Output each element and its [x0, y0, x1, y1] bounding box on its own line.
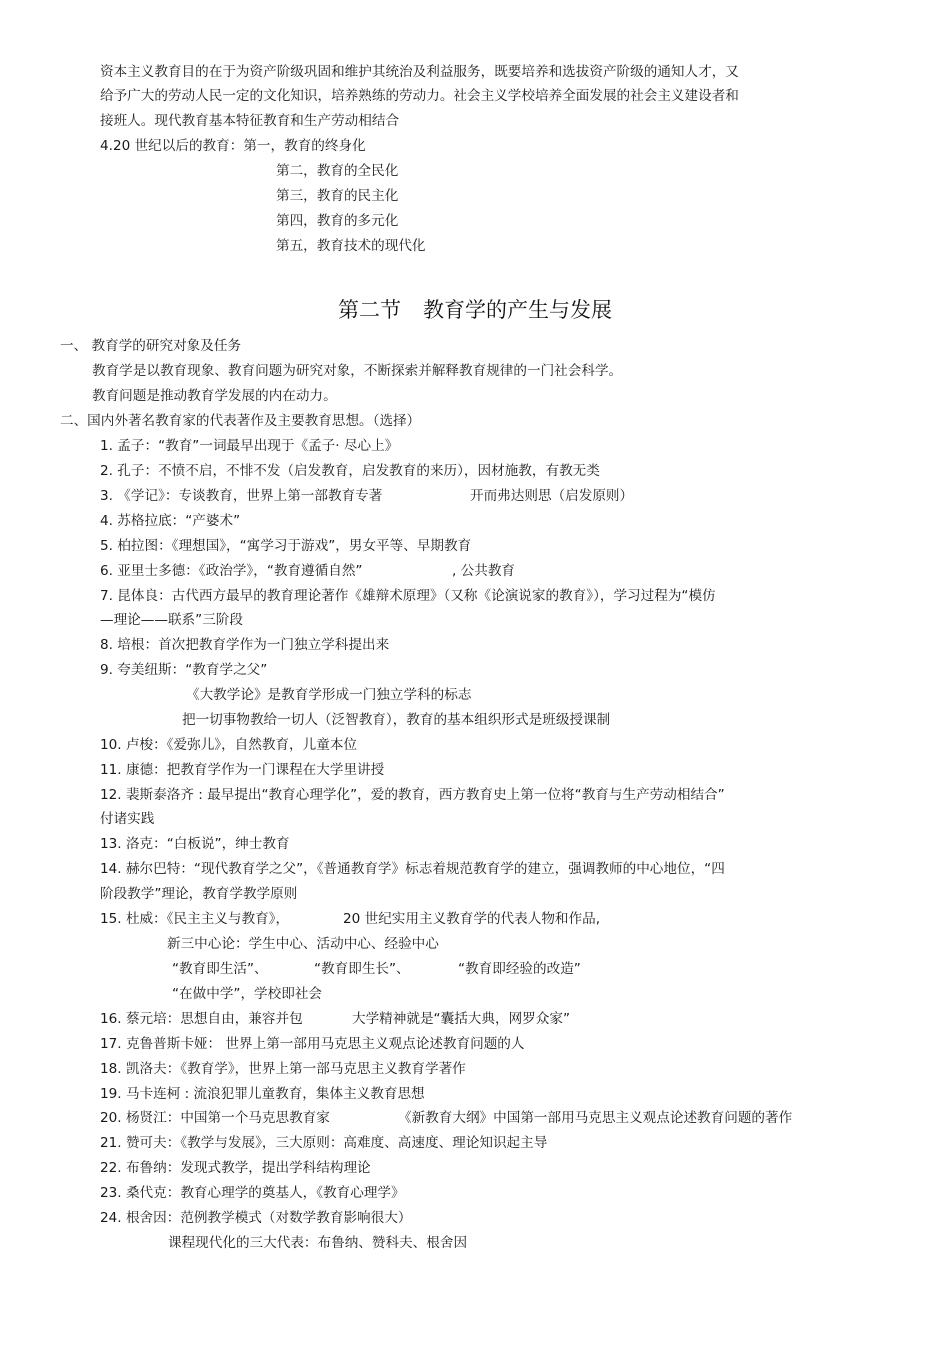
list-item-sub: “在做中学”，学校即社会	[172, 986, 323, 1002]
list-item-continuation: —理论——联系”三阶段	[100, 612, 243, 628]
list-item: 12. 裴斯泰洛齐 : 最早提出“教育心理学化”，爱的教育，西方教育史上第一位将“教育与生产劳动相结合”	[100, 787, 725, 803]
list-item-continuation: 付诸实践	[100, 811, 155, 827]
list-item: 17. 克鲁普斯卡娅： 世界上第一部用马克思主义观点论述教育问题的人	[100, 1036, 525, 1052]
list-item: 5. 柏拉图：《理想国》，“寓学习于游戏”，男女平等、早期教育	[100, 538, 472, 554]
list-item: 11. 康德：把教育学作为一门课程在大学里讲授	[100, 762, 385, 778]
list-item: 24. 根舍因：范例教学模式（对数学教育影响很大）	[100, 1210, 412, 1226]
list-item-note: , 公共教育	[452, 563, 516, 579]
part-heading: 一、 教育学的研究对象及任务	[60, 338, 242, 354]
trend-heading: 4.20 世纪以后的教育：第一，教育的终身化	[100, 138, 366, 154]
intro-paragraph-line: 资本主义教育目的在于为资产阶级巩固和维护其统治及利益服务，既要培养和选拔资产阶级的通知人才，又	[100, 64, 739, 80]
body-line: 教育学是以教育现象、教育问题为研究对象，不断探索并解释教育规律的一门社会科学。	[92, 363, 623, 379]
list-item-sub: 《大教学论》是教育学形成一门独立学科的标志	[186, 687, 472, 703]
part-heading: 二、国内外著名教育家的代表著作及主要教育思想。（选择）	[60, 413, 421, 429]
trend-item: 第二，教育的全民化	[276, 163, 399, 179]
list-item: 8. 培根：首次把教育学作为一门独立学科提出来	[100, 637, 390, 653]
trend-item: 第五，教育技术的现代化	[276, 238, 426, 254]
list-item: 18. 凯洛夫：《教育学》，世界上第一部马克思主义教育学著作	[100, 1061, 466, 1077]
list-item: 23. 桑代克：教育心理学的奠基人，《教育心理学》	[100, 1185, 405, 1201]
intro-paragraph-line: 给予广大的劳动人民一定的文化知识，培养熟练的劳动力。社会主义学校培养全面发展的社会主义建设者和	[100, 88, 739, 104]
list-item: 15. 杜威：《民主主义与教育》，	[100, 911, 290, 927]
list-item: 20. 杨贤江：中国第一个马克思教育家	[100, 1110, 330, 1126]
list-item-note: 《新教育大纲》中国第一部用马克思主义观点论述教育问题的著作	[398, 1110, 793, 1126]
trend-item: 第三，教育的民主化	[276, 188, 399, 204]
list-item: 14. 赫尔巴特：“现代教育学之父”，《普通教育学》标志着规范教育学的建立，强调教师的中心地位，“四	[100, 861, 725, 877]
list-item: 19. 马卡连柯 : 流浪犯罪儿童教育，集体主义教育思想	[100, 1086, 425, 1102]
list-item: 10. 卢梭：《爱弥儿》，自然教育，儿童本位	[100, 737, 358, 753]
body-line: 教育问题是推动教育学发展的内在动力。	[92, 388, 337, 404]
list-item-sub: 把一切事物教给一切人（泛智教育），教育的基本组织形式是班级授课制	[182, 712, 611, 728]
list-item-sub: “教育即经验的改造”	[458, 961, 581, 977]
list-item: 9. 夸美纽斯：“教育学之父”	[100, 662, 268, 678]
list-item: 3. 《学记》：专谈教育，世界上第一部教育专著	[100, 488, 383, 504]
list-item-note: 开而弗达则思（启发原则）	[470, 488, 634, 504]
section-title	[0, 296, 950, 324]
section-title-text: 教育学的产生与发展	[423, 298, 612, 322]
list-item: 22. 布鲁纳：发现式教学，提出学科结构理论	[100, 1160, 371, 1176]
list-item-sub: “教育即生长”、	[314, 961, 410, 977]
list-item-sub: “教育即生活”、	[172, 961, 268, 977]
list-item: 2. 孔子：不愤不启，不悱不发（启发教育，启发教育的来历），因材施教，有教无类	[100, 463, 600, 479]
list-item: 1. 孟子：“教育”一词最早出现于《孟子· 尽心上》	[100, 438, 399, 454]
list-item: 21. 赞可夫：《教学与发展》，三大原则：高难度、高速度、理论知识起主导	[100, 1135, 548, 1151]
list-item: 13. 洛克：“白板说”，绅士教育	[100, 836, 290, 852]
list-item-note: 20 世纪实用主义教育学的代表人物和作品,	[343, 911, 601, 927]
list-item: 16. 蔡元培：思想自由，兼容并包	[100, 1011, 303, 1027]
section-title-number: 第二节	[338, 298, 401, 322]
list-item: 6. 亚里士多德：《政治学》，“教育遵循自然”	[100, 563, 363, 579]
list-item: 7. 昆体良：古代西方最早的教育理论著作《雄辩术原理》（又称《论演说家的教育》），学习过程为“模仿	[100, 588, 716, 604]
list-item-note: 大学精神就是“囊括大典，网罗众家”	[352, 1011, 570, 1027]
trend-item: 第四，教育的多元化	[276, 213, 399, 229]
list-item-sub: 课程现代化的三大代表：布鲁纳、赞科夫、根舍因	[168, 1235, 468, 1251]
intro-paragraph-line: 接班人。现代教育基本特征教育和生产劳动相结合	[100, 113, 400, 129]
list-item: 4. 苏格拉底：“产婆术”	[100, 513, 241, 529]
list-item-sub: 新三中心论：学生中心、活动中心、经验中心	[167, 936, 439, 952]
list-item-continuation: 阶段教学”理论，教育学教学原则	[100, 886, 298, 902]
